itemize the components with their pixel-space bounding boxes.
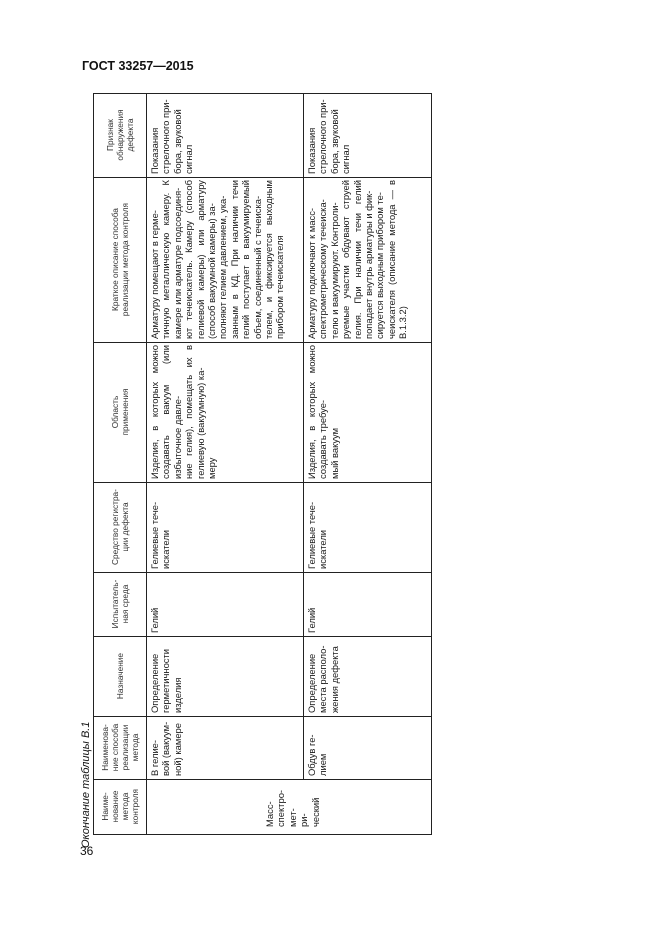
header-text: Наименова- ние способа реализации метода bbox=[99, 723, 140, 772]
cell-text: Определение места располо- жения дефекта bbox=[306, 645, 340, 713]
cell-text: Гелий bbox=[306, 607, 317, 633]
row2-purpose bbox=[303, 636, 431, 716]
row1-registration bbox=[146, 482, 303, 572]
row1-purpose bbox=[146, 636, 303, 716]
cell-text: Показания стрелочного при- бора, звуковой сигнал bbox=[149, 99, 195, 174]
cell-method-name bbox=[146, 779, 431, 834]
header-text: Испытатель- ная среда bbox=[109, 579, 130, 629]
header-text: Краткое описание способа реализации метода контроля bbox=[109, 202, 130, 317]
row1-medium bbox=[146, 572, 303, 636]
header-purpose bbox=[93, 636, 146, 716]
cell-text: Арматуру подключают к масс- спектрометрическому течеиска- телю и вакуумируют. Контроли- руемые участки обдувают струей гелия. При наличии течи гелий попадает внутрь арматуры и фик- сируется выходным прибором те- чеискателя (описание метода — в В.1.3.2) bbox=[306, 180, 409, 339]
header-test-medium bbox=[93, 572, 146, 636]
cell-text: Обдув ге- лием bbox=[306, 734, 329, 776]
header-way-name bbox=[93, 716, 146, 779]
page-number: 36 bbox=[80, 844, 94, 858]
cell-text: Изделия, в которых можно создавать требуе- мый вакуум bbox=[306, 345, 340, 479]
row1-scope bbox=[146, 342, 303, 482]
cell-text: Гелий bbox=[149, 607, 160, 633]
header-description bbox=[93, 177, 146, 342]
header-registration-means bbox=[93, 482, 146, 572]
cell-text: Показания стрелочного при- бора, звуковой сигнал bbox=[306, 99, 352, 174]
header-text: Средство регистра- ции дефекта bbox=[109, 489, 130, 565]
table-border-right bbox=[431, 93, 432, 835]
header-text: Признак обнаружения дефекта bbox=[104, 109, 135, 161]
header-scope bbox=[93, 342, 146, 482]
cell-text: Определение герметичности изделия bbox=[149, 648, 183, 713]
row2-sign bbox=[303, 93, 431, 177]
cell-text: Арматуру помещают в герме- тичную металлическую камеру. К камере или арматуре подсоединя- ют течеискатель. Камеру (способ гелиевой камеры) или арматуру (способ вакуумной камеры) за- полняют гелием давлением, ука- занным в КД. При наличии течи гелий поступает в вакуумируемый объем, соединенный с течеиска- телем, и фиксируется выходным прибором течеискателя bbox=[149, 180, 286, 339]
header-text: Назначение bbox=[114, 652, 125, 700]
row2-description bbox=[303, 177, 431, 342]
header-method-name bbox=[93, 779, 146, 834]
cell-text: Гелиевые тече- искатели bbox=[306, 501, 329, 569]
cell-text: Гелиевые тече- искатели bbox=[149, 501, 172, 569]
cell-text: В гелие- вой (вакуум- ной) камере bbox=[149, 721, 183, 776]
row2-registration bbox=[303, 482, 431, 572]
table-caption: Окончание таблицы В.1 bbox=[80, 721, 92, 848]
row2-medium bbox=[303, 572, 431, 636]
row1-sign bbox=[146, 93, 303, 177]
row2-way bbox=[303, 716, 431, 779]
row1-way bbox=[146, 716, 303, 779]
method-text: Масс- спектро- мет- ри- ческий bbox=[264, 789, 321, 827]
header-text: Область применения bbox=[109, 388, 130, 436]
row2-scope bbox=[303, 342, 431, 482]
row1-description bbox=[146, 177, 303, 342]
document-header: ГОСТ 33257—2015 bbox=[82, 59, 194, 73]
table-border-bottom bbox=[93, 834, 432, 835]
table-b1-continuation bbox=[93, 93, 432, 835]
header-defect-sign bbox=[93, 93, 146, 177]
header-text: Наиме- нование метода контроля bbox=[99, 788, 140, 825]
cell-text: Изделия, в которых можно создавать вакуум (или избыточное давле- ние гелия), помещать их в гелиевую (вакуумную) ка- меру bbox=[149, 345, 218, 479]
